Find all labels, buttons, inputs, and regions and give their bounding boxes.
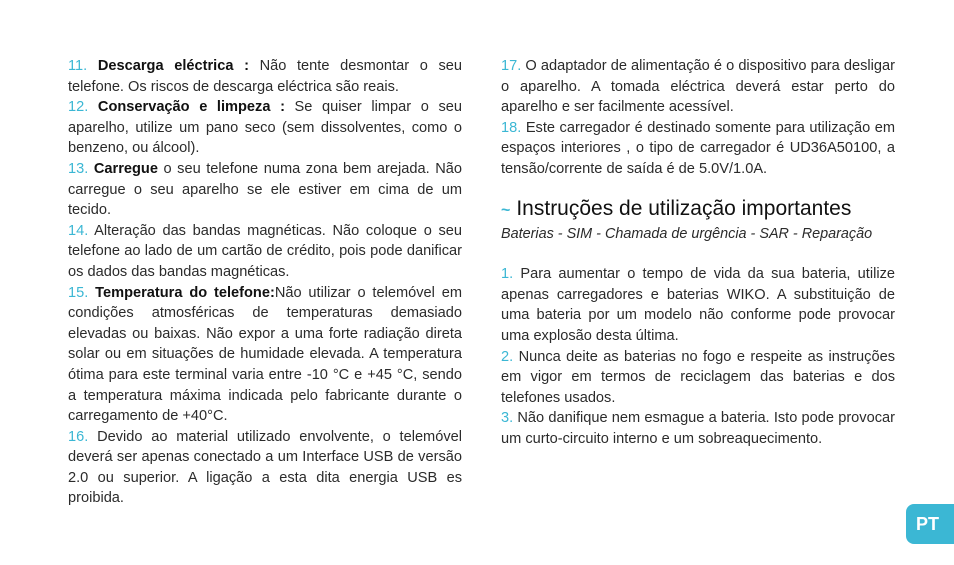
list-item bbox=[68, 221, 462, 283]
item-number: 14. bbox=[68, 222, 89, 239]
left-column bbox=[68, 56, 462, 509]
list-item bbox=[501, 264, 895, 346]
item-number: 18. bbox=[501, 119, 522, 136]
item-term: Descarga eléctrica : bbox=[97, 58, 249, 74]
item-number: 13. bbox=[68, 160, 89, 177]
list-item bbox=[68, 427, 462, 509]
section-tilde: ~ bbox=[501, 201, 511, 219]
list-item bbox=[68, 97, 462, 159]
list-item bbox=[501, 408, 895, 449]
item-text: Nunca deite as baterias no fogo e respeite as instruções em vigor em termos de reciclagem das baterias e dos telefones usados. bbox=[501, 348, 895, 406]
item-number: 12. bbox=[68, 99, 89, 116]
item-text: Este carregador é destinado somente para utilização em espaços interiores , o tipo de carregador é UD36A50100, a tensão/corrente de saída é de 5.0V/1.0A. bbox=[501, 119, 895, 177]
list-item bbox=[68, 283, 462, 427]
section-subtitle: Baterias - SIM - Chamada de urgência - SAR - Reparação bbox=[501, 225, 873, 242]
item-text: o seu telefone numa zona bem arejada. Não carregue o seu aparelho se ele estiver em cima de um tecido. bbox=[68, 160, 462, 219]
item-text: Não tente desmontar o seu telefone. Os riscos de descarga eléctrica são reais. bbox=[68, 58, 462, 95]
item-number: 11. bbox=[68, 58, 88, 74]
list-item bbox=[68, 56, 462, 97]
section-title bbox=[501, 196, 895, 224]
item-text: Para aumentar o tempo de vida da sua bateria, utilize apenas carregadores e baterias WIKO. A substituição de uma bateria por um modelo não conforme pode provocar uma explosão desta última. bbox=[501, 266, 895, 344]
item-term: Temperatura do telefone: bbox=[95, 284, 275, 301]
item-number: 15. bbox=[68, 284, 89, 301]
right-column bbox=[501, 56, 895, 450]
item-text: O adaptador de alimentação é o dispositivo para desligar o aparelho. A tomada eléctrica deverá estar perto do aparelho e ser facilmente acessível. bbox=[501, 58, 895, 116]
item-text: Devido ao material utilizado envolvente, o telemóvel deverá ser apenas conectado a um Interface USB de versão 2.0 ou superior. A ligação a esta dita energia USB es proibida. bbox=[68, 428, 462, 507]
list-item bbox=[501, 347, 895, 409]
item-text: Não danifique nem esmague a bateria. Isto pode provocar um curto-circuito interno e um sobreaquecimento. bbox=[501, 410, 895, 447]
section-title-text: Instruções de utilização importantes bbox=[516, 196, 852, 220]
item-number: 2. bbox=[501, 348, 514, 365]
list-item bbox=[501, 56, 895, 118]
item-text: Não utilizar o telemóvel em condições atmosféricas de temperaturas demasiado elevadas ou baixas. Não expor a uma forte radiação direta solar ou em situações de humidade elevada. A temperatura ótima para este terminal varia entre -10 °C e +45 °C, sendo a temperatura máxima indicada pelo fabricante durante o carregamento de +40°C. bbox=[68, 284, 462, 425]
item-number: 1. bbox=[501, 266, 514, 283]
item-text: Alteração das bandas magnéticas. Não coloque o seu telefone ao lado de um cartão de crédito, pois pode danificar os dados das bandas magnéticas. bbox=[68, 222, 462, 280]
item-term: Conservação e limpeza : bbox=[97, 99, 285, 116]
item-number: 16. bbox=[68, 428, 89, 445]
list-item bbox=[501, 118, 895, 180]
language-badge: PT bbox=[906, 504, 954, 544]
item-number: 17. bbox=[501, 58, 522, 74]
list-item bbox=[68, 159, 462, 221]
item-term: Carregue bbox=[93, 160, 158, 177]
item-text: Se quiser limpar o seu aparelho, utilize um pano seco (sem dissolventes, como o benzeno, ou álcool). bbox=[68, 99, 462, 157]
item-number: 3. bbox=[501, 410, 514, 427]
